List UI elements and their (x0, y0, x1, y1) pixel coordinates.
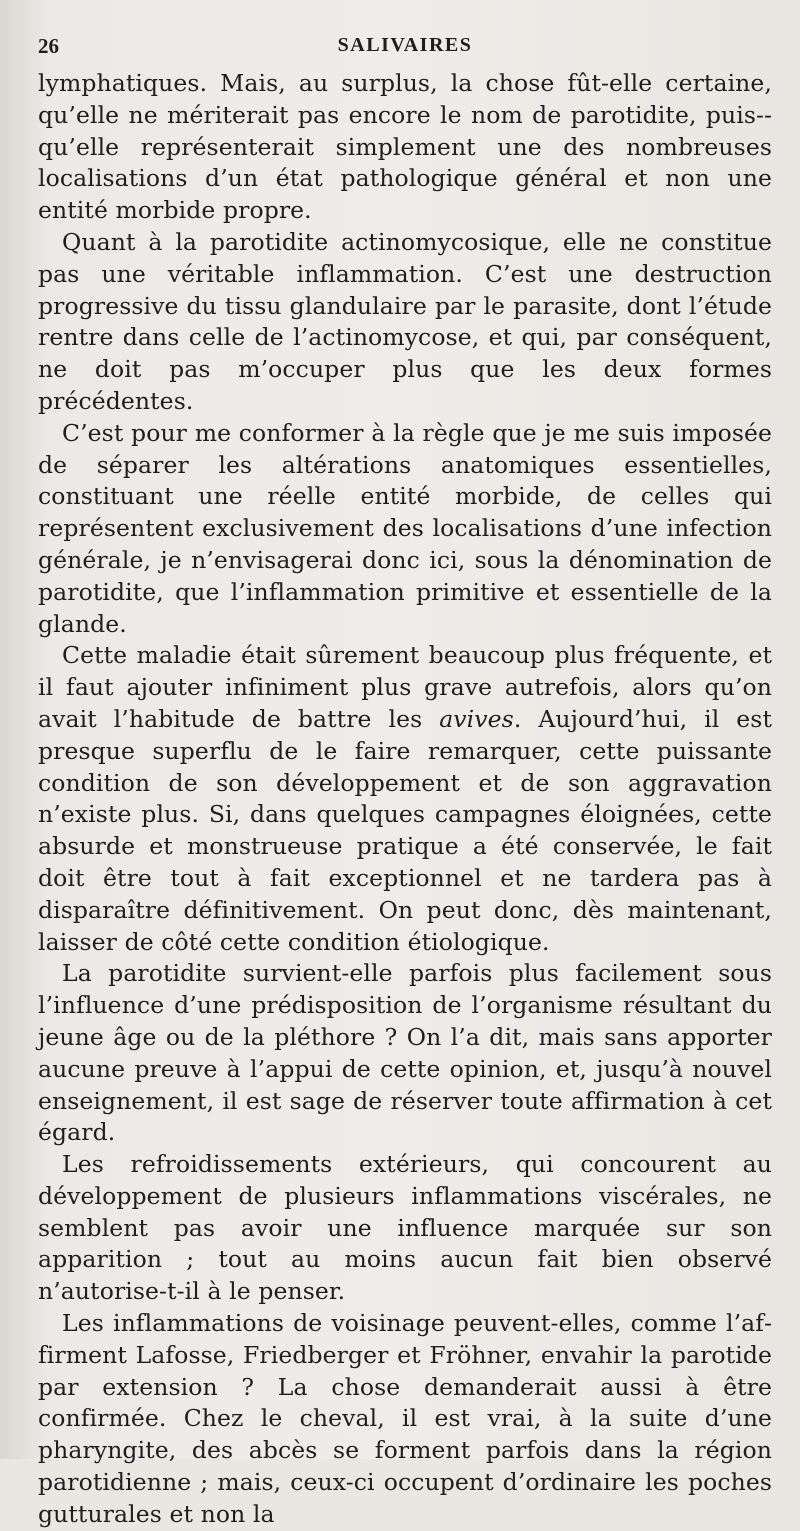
paragraph-6: Les refroidissements extérieurs, qui concourent au développement de plusieurs inflammations viscérales, ne semblent pas avoir une influence marquée sur son apparition ; tout au moins aucun fait bien observé n’autorise-t-il à le penser. (38, 1150, 772, 1306)
paragraph-3: C’est pour me conformer à la règle que je me suis imposée de séparer les altérations anatomiques essentielles, constituant une réelle entité morbide, de celles qui représentent exclusivement des localisations d’une infection générale, je n’envisagerai donc ici, sous la dénomination de parotidite, que l’inflammation primitive et essentielle de la glande. (38, 418, 772, 638)
page-body (38, 68, 772, 1531)
paragraph-4 (38, 640, 772, 958)
emphasis-avives: avives (439, 704, 514, 733)
paragraph-2: Quant à la parotidite actinomycosique, elle ne constitue pas une véritable inflammation. C’est une destruction progressive du tissu glandulaire par le parasite, dont l’étude rentre dans celle de l’actinomycose, et qui, par conséquent, ne doit pas m’occuper plus que les deux formes précédentes. (38, 227, 772, 415)
running-title: SALIVAIRES (337, 34, 473, 56)
paragraph-1: lymphatiques. Mais, au surplus, la chose fût-elle certaine, qu’elle ne mériterait pas encore le nom de parotidite, puis-qu’elle représenterait simplement une des nombreuses localisations d’un état pathologique général et non une entité morbide propre. (38, 69, 772, 225)
paragraph-4-end: . Aujourd’hui, il est presque superflu de le faire remarquer, cette puissante condition de son développement et de son aggravation n’existe plus. Si, dans quelques campagnes éloignées, cette absurde et monstrueuse pratique a été conservée, le fait doit être tout à fait exceptionnel et ne tardera pas à disparaître définitivement. On peut donc, dès maintenant, laisser de côté cette condition étiologique. (38, 704, 772, 956)
paragraph-4-start: Cette maladie était sûrement beaucoup plus fréquente, et il faut ajouter infiniment plus grave autrefois, alors qu’on avait l’habitude de battre les (38, 641, 772, 733)
paragraph-7: Les inflammations de voisinage peuvent-elles, comme l’affirment Lafosse, Friedberger et Fröhner, envahir la parotide par extension ? La chose demanderait aussi à être confirmée. Chez le cheval, il est vrai, à la suite d’une pharyngite, des abcès se forment parfois dans la région parotidienne ; mais, ceux-ci occupent d’ordinaire les poches gutturales et non la (38, 1309, 772, 1528)
page-header (38, 30, 772, 68)
paragraph-5: La parotidite survient-elle parfois plus facilement sous l’influence d’une prédisposition de l’organisme résultant du jeune âge ou de la pléthore ? On l’a dit, mais sans apporter aucune preuve à l’appui de cette opinion, et, jusqu’à nouvel enseignement, il est sage de réserver toute affirmation à cet égard. (38, 959, 772, 1147)
page-number: 26 (38, 34, 59, 58)
